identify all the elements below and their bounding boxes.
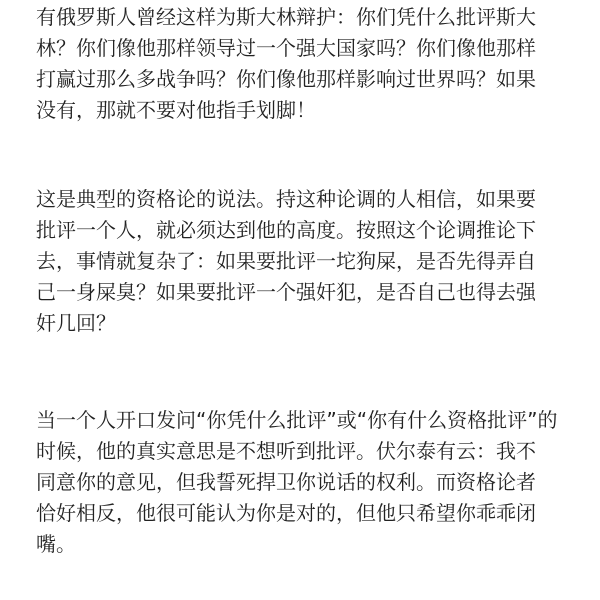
paragraph-2-line-2: 批评一个人，就必须达到他的高度。按照这个论调推论下	[36, 218, 536, 242]
paragraph-2-line-5: 奸几回？	[36, 311, 116, 335]
paragraph-1-line-1: 有俄罗斯人曾经这样为斯大林辩护：你们凭什么批评斯大	[36, 5, 536, 29]
paragraph-1-line-3: 打赢过那么多战争吗？你们像他那样影响过世界吗？如果	[36, 67, 536, 91]
paragraph-2-line-1: 这是典型的资格论的说法。持这种论调的人相信，如果要	[36, 187, 536, 211]
paragraph-1-line-4: 没有，那就不要对他指手划脚！	[36, 98, 316, 122]
paragraph-3-line-2: 时候，他的真实意思是不想听到批评。伏尔泰有云：我不	[36, 439, 536, 463]
paragraph-1-line-2: 林？你们像他那样领导过一个强大国家吗？你们像他那样	[36, 36, 536, 60]
paragraph-3-line-1: 当一个人开口发问“你凭什么批评”或“你有什么资格批评”的	[36, 408, 558, 432]
paragraph-3	[36, 405, 557, 560]
paragraph-1	[36, 2, 536, 126]
paragraph-3-line-4: 恰好相反，他很可能认为你是对的，但他只希望你乖乖闭	[36, 501, 536, 525]
paragraph-2	[36, 184, 536, 339]
paragraph-2-line-3: 去，事情就复杂了：如果要批评一坨狗屎，是否先得弄自	[36, 249, 536, 273]
paragraph-2-line-4: 己一身屎臭？如果要批评一个强奸犯，是否自己也得去强	[36, 280, 536, 304]
paragraph-3-line-3: 同意你的意见，但我誓死捍卫你说话的权利。而资格论者	[36, 470, 536, 494]
paragraph-3-line-5: 嘴。	[36, 532, 76, 556]
